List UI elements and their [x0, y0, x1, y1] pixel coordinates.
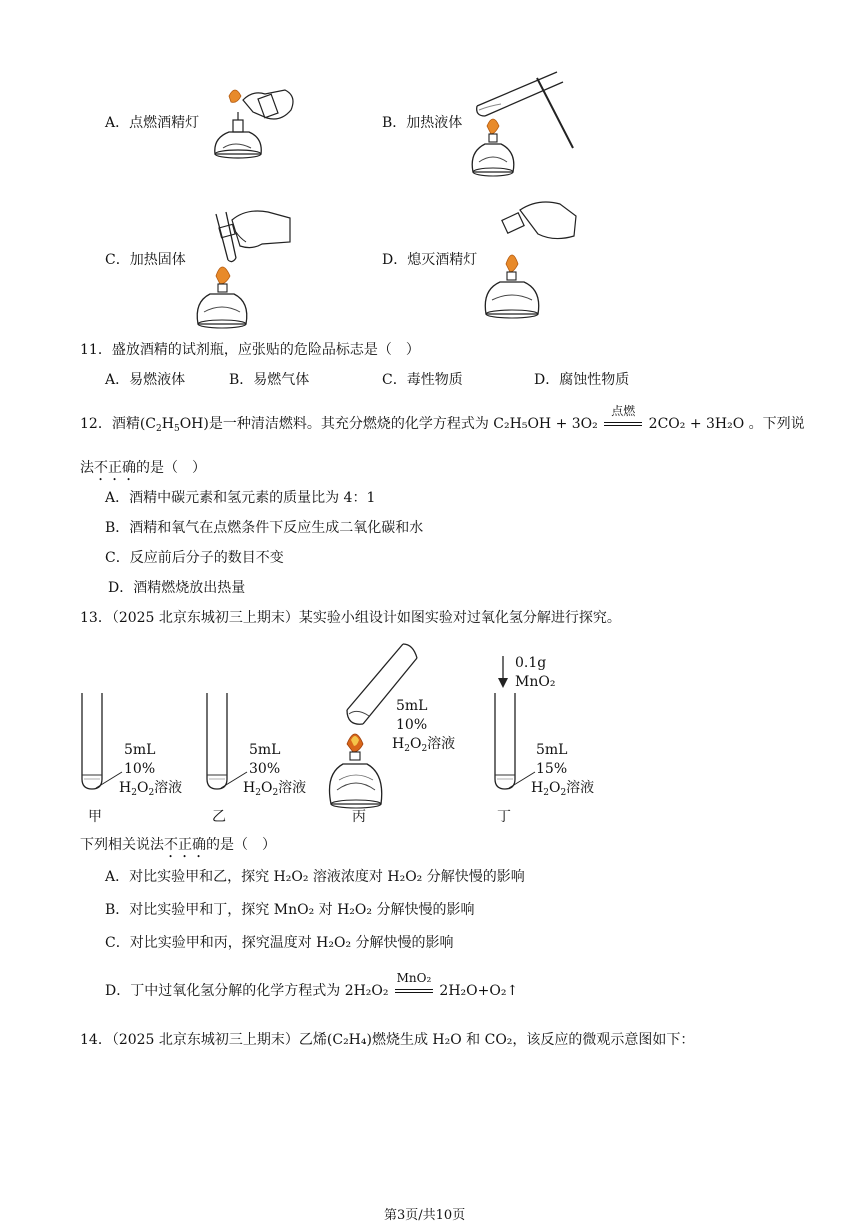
q12-stem: 12．酒精$(C_2H_5OH)$是一种清洁燃料。其充分燃烧的化学方程式为 C₂H₅OH + 3O₂ 点燃 2CO₂ + 3H₂O 。下列说 — [80, 404, 805, 434]
q12-option-d: D．酒精燃烧放出热量 — [108, 580, 246, 596]
tube-jia-solution: $H_2O_2$溶液 — [119, 780, 183, 798]
q12-option-a: A．酒精中碳元素和氢元素的质量比为 4：1 — [105, 490, 376, 506]
q13-option-b: B．对比实验甲和丁，探究 MnO₂ 对 H₂O₂ 分解快慢的影响 — [105, 902, 475, 918]
heating-solid-illustration — [190, 202, 295, 330]
q13-option-c: C．对比实验甲和丙，探究温度对 H₂O₂ 分解快慢的影响 — [105, 935, 454, 951]
page-number: 第3页/共10页 — [384, 1208, 466, 1223]
heating-liquid-illustration — [465, 66, 580, 178]
tube-ding-name: 丁 — [497, 809, 511, 825]
option-b-label: B．加热液体 — [382, 115, 463, 131]
tube-jia-volume: 5mL — [124, 742, 156, 758]
extinguishing-lamp-illustration — [480, 196, 580, 324]
q11-option-b: B．易燃气体 — [229, 372, 310, 388]
tube-bing-name: 丙 — [352, 809, 366, 825]
emphasis-not-correct: 不正确 — [164, 837, 206, 853]
q14-stem: 14．（2025 北京东城初三上期末）乙烯(C₂H₄)燃烧生成 H₂O 和 CO₂，该反应的微观示意图如下： — [80, 1032, 695, 1048]
q11-stem: 11．盛放酒精的试剂瓶，应张贴的危险品标志是（ ） — [80, 342, 420, 358]
option-c-label: C．加热固体 — [105, 252, 186, 268]
tube-yi-name: 乙 — [212, 809, 226, 825]
tube-ding-concentration: 15% — [536, 761, 568, 777]
down-arrow-icon — [496, 656, 510, 690]
tube-bing-volume: 5mL — [396, 698, 428, 714]
tube-ding-solution: $H_2O_2$溶液 — [531, 780, 595, 798]
tube-ding-volume: 5mL — [536, 742, 568, 758]
q12-equation: C₂H₅OH + 3O₂ 点燃 2CO₂ + 3H₂O — [493, 404, 745, 432]
tube-bing-concentration: 10% — [396, 717, 428, 733]
catalyst-mass: 0.1g — [515, 655, 547, 671]
q13-option-a: A．对比实验甲和乙，探究 H₂O₂ 溶液浓度对 H₂O₂ 分解快慢的影响 — [105, 869, 525, 885]
q12-option-b: B．酒精和氧气在点燃条件下反应生成二氧化碳和水 — [105, 520, 424, 536]
lighting-alcohol-lamp-illustration — [205, 82, 300, 162]
q11-option-d: D．腐蚀性物质 — [534, 372, 630, 388]
q11-option-c: C．毒性物质 — [382, 372, 463, 388]
tube-yi-volume: 5mL — [249, 742, 281, 758]
q13-stem: 13．（2025 北京东城初三上期末）某实验小组设计如图实验对过氧化氢分解进行探究。 — [80, 610, 621, 626]
q12-stem-line2: 法不正确的是（ ） — [80, 460, 206, 476]
catalyst-name: MnO₂ — [515, 674, 556, 690]
tube-jia-name: 甲 — [88, 809, 102, 825]
q12-option-c: C．反应前后分子的数目不变 — [105, 550, 284, 566]
q13-option-d: D．丁中过氧化氢分解的化学方程式为 2H₂O₂ MnO₂ 2H₂O+O₂↑ — [105, 971, 519, 999]
q13-prompt: 下列相关说法不正确的是（ ） — [80, 837, 276, 853]
q11-option-a: A．易燃液体 — [105, 372, 186, 388]
tube-bing-solution: $H_2O_2$溶液 — [392, 736, 456, 754]
tube-yi-concentration: 30% — [249, 761, 281, 777]
option-a-label: A．点燃酒精灯 — [105, 115, 200, 131]
tube-jia-concentration: 10% — [124, 761, 156, 777]
option-d-label: D．熄灭酒精灯 — [382, 252, 478, 268]
tube-yi-solution: $H_2O_2$溶液 — [243, 780, 307, 798]
emphasis-not-correct: 不正确 — [94, 460, 136, 476]
